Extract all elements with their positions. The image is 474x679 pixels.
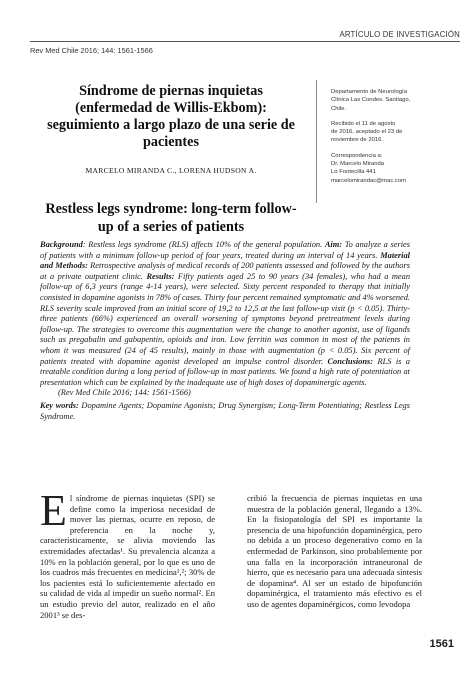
aim-text: To analyze a series of patients with a minimum follow-up period of four years, treated during an interval of 14 years. — [40, 240, 411, 260]
keywords — [40, 401, 410, 422]
header-rule — [30, 41, 460, 42]
conclusions-text: RLS is a treatable condition during a long period of follow-up in most patients. We found a high rate of potentiation at presentation which can be explained by the inadequate use of high doses of dopaminergic agents. — [40, 356, 410, 387]
methods-label: Material and Methods: — [40, 250, 410, 271]
background-label: Background — [40, 240, 83, 249]
keywords-label: Key words: — [40, 400, 79, 410]
aim-label: Aim: — [324, 240, 343, 249]
sidebar-info — [316, 80, 428, 203]
background-text: : Restless legs syndrome (RLS) affects 10% of the general population. — [82, 240, 323, 249]
article-title: Síndrome de piernas inquietas (enfermedad de Willis-Ekbom): seguimiento a largo plazo de una serie de pacientes — [47, 83, 295, 150]
correspondence: Correspondencia a: Dr. Marcelo Miranda Lo Fontecilla 441 marcelomirandac@mac.com — [331, 152, 407, 184]
section-label: ARTÍCULO DE INVESTIGACIÓN — [339, 30, 460, 39]
left-column-text: l síndrome de piernas inquietas (SPI) se define como la imperiosa necesidad de mover las piernas, ocurre en reposo, de preferencia en la noche y, característicamente, se alivia moviendo las extremidades afectadas¹. Su prevalencia alcanza a 10% en la población general, por lo que es uno de los cuadros más frecuentes en medicina¹,²; 30% de los pacientes está lo suficientemente afectado en su calidad de vida al impedir un sueño normal². En un estudio previo del autor, realizado en el año 2001³ se des- — [40, 493, 215, 620]
results-label: Results: — [146, 271, 175, 281]
results-text: Fifty patients aged 25 to 90 years (34 females), who had a mean follow-up of 6,3 years (range 4-14 years), were selected. Sixty percent responded to therapy that initially consisted in dopamine agonists in 78% of cases. Thirty four percent remained symptomatic and 4% worsened. RLS severity scale improved from an initial score of 19,2 to 12,5 at the last follow-up visit (p < 0.05). Thirty-three patients (66%) experienced an overall worsening of symptoms beyond pretreatment levels during follow-up. The strategies to overcome this augmentation were the change to another agonist, use of ligands such as pregabalin and gabapentin, opioids and iron. Low ferritin was common in most of the patients in whom it was measured (24 of 45 results), mainly in those with augmentation (p < 0.05). Six percent of patients treated with dopamine agonist developed an impulse control disorder. — [40, 271, 411, 366]
drop-cap: E — [40, 486, 67, 535]
received-date: Recibido el 11 de agosto de 2016, aceptado el 23 de noviembre de 2016. — [331, 120, 403, 144]
journal-reference: Rev Med Chile 2016; 144: 1561-1566 — [30, 46, 153, 55]
conclusions-label: Conclusions: — [327, 356, 374, 366]
english-title: Restless legs syndrome: long-term follow-up of a series of patients — [45, 201, 297, 235]
authors: MARCELO MIRANDA C., LORENA HUDSON A. — [85, 166, 257, 175]
methods-text: Retrospective analysis of medical records of 200 patients assessed and followed by the authors at a private outpatient clinic. — [40, 261, 411, 281]
body-right-column: cribió la frecuencia de piernas inquietas en una muestra de la población general, llegando a 13%. En la fisiopatología del SPI es importante la presencia de una hipofunción dopaminérgica, pero no debida a un proceso degenerativo como en la enfermedad de Parkinson, sino probablemente por una falla en la incorporación intraneuronal de hierro, que es necesario para una adecuada síntesis de dopamina⁴. Al ser un estado de hipofunción dopaminérgica, el tratamiento más efectivo es el uso de agentes dopaminérgicos, como levodopa — [247, 493, 422, 609]
abstract-body — [40, 240, 410, 388]
body-left-column — [40, 486, 215, 620]
abstract-citation: (Rev Med Chile 2016; 144: 1561-1566) — [58, 388, 191, 398]
keywords-text: Dopamine Agents; Dopamine Agonists; Drug Synergism; Long-Term Potentiating; Restless Legs Syndrome. — [40, 400, 410, 421]
abstract — [40, 240, 410, 422]
page-number: 1561 — [429, 638, 454, 650]
affiliation: Departamento de Neurología Clínica Las Condes. Santiago, Chile. — [331, 89, 411, 112]
